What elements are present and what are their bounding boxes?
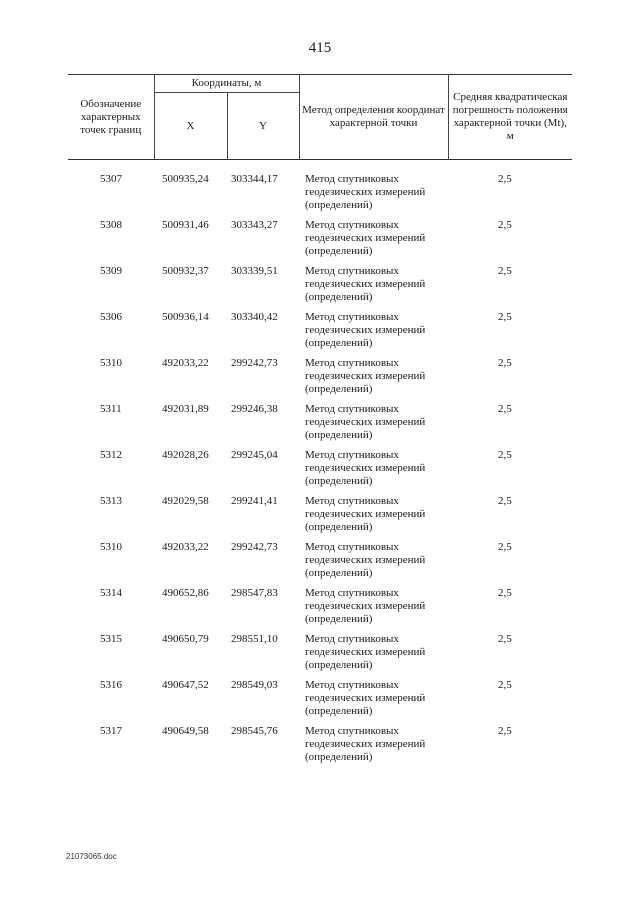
- cell-x: 492029,58: [162, 495, 209, 507]
- cell-method: Метод спутниковых геодезических измерений (определений): [305, 495, 426, 533]
- cell-y: 298549,03: [231, 679, 278, 691]
- cell-point: 5307: [100, 173, 122, 185]
- cell-point: 5306: [100, 311, 122, 323]
- table-row: [68, 357, 572, 403]
- cell-point: 5316: [100, 679, 122, 691]
- cell-x: 500931,46: [162, 219, 209, 231]
- cell-accuracy: 2,5: [498, 587, 512, 599]
- cell-accuracy: 2,5: [498, 495, 512, 507]
- cell-accuracy: 2,5: [498, 541, 512, 553]
- cell-method: Метод спутниковых геодезических измерений (определений): [305, 587, 426, 625]
- cell-method: Метод спутниковых геодезических измерений (определений): [305, 449, 426, 487]
- page-number: 415: [308, 40, 332, 56]
- cell-x: 490649,58: [162, 725, 209, 737]
- cell-method: Метод спутниковых геодезических измерений (определений): [305, 679, 426, 717]
- cell-accuracy: 2,5: [498, 219, 512, 231]
- table-header: [68, 75, 572, 160]
- table-row: [68, 219, 572, 265]
- cell-point: 5310: [100, 357, 122, 369]
- cell-method: Метод спутниковых геодезических измерений (определений): [305, 311, 426, 349]
- cell-y: 298551,10: [231, 633, 278, 645]
- cell-method: Метод спутниковых геодезических измерений (определений): [305, 725, 426, 763]
- cell-accuracy: 2,5: [498, 357, 512, 369]
- cell-x: 500936,14: [162, 311, 209, 323]
- cell-accuracy: 2,5: [498, 449, 512, 461]
- cell-y: 299242,73: [231, 541, 278, 553]
- cell-y: 303344,17: [231, 173, 278, 185]
- cell-method: Метод спутниковых геодезических измерений (определений): [305, 541, 426, 579]
- table-body: [68, 160, 572, 772]
- cell-x: 500935,24: [162, 173, 209, 185]
- table-row: [68, 173, 572, 219]
- header-method: Метод определения координат характерной точки: [299, 75, 448, 160]
- header-point: Обозначение характерных точек границ: [80, 97, 142, 136]
- cell-y: 303343,27: [231, 219, 278, 231]
- cell-x: 490647,52: [162, 679, 209, 691]
- table-row: [68, 633, 572, 679]
- cell-method: Метод спутниковых геодезических измерений (определений): [305, 403, 426, 441]
- cell-x: 492033,22: [162, 357, 209, 369]
- cell-y: 298545,76: [231, 725, 278, 737]
- cell-accuracy: 2,5: [498, 725, 512, 737]
- cell-x: 492031,89: [162, 403, 209, 415]
- table-row: [68, 403, 572, 449]
- cell-y: 299245,04: [231, 449, 278, 461]
- cell-accuracy: 2,5: [498, 633, 512, 645]
- cell-method: Метод спутниковых геодезических измерений (определений): [305, 219, 426, 257]
- cell-point: 5310: [100, 541, 122, 553]
- table-row: [68, 725, 572, 771]
- cell-x: 490650,79: [162, 633, 209, 645]
- cell-accuracy: 2,5: [498, 265, 512, 277]
- cell-x: 492028,26: [162, 449, 209, 461]
- header-y: Y: [227, 93, 299, 160]
- cell-method: Метод спутниковых геодезических измерений (определений): [305, 173, 426, 211]
- cell-accuracy: 2,5: [498, 311, 512, 323]
- table-row: [68, 265, 572, 311]
- cell-y: 303339,51: [231, 265, 278, 277]
- cell-x: 500932,37: [162, 265, 209, 277]
- cell-method: Метод спутниковых геодезических измерений (определений): [305, 633, 426, 671]
- coordinates-table: [68, 74, 572, 771]
- cell-point: 5311: [100, 403, 122, 415]
- cell-point: 5315: [100, 633, 122, 645]
- cell-accuracy: 2,5: [498, 403, 512, 415]
- cell-point: 5308: [100, 219, 122, 231]
- cell-y: 298547,83: [231, 587, 278, 599]
- cell-point: 5313: [100, 495, 122, 507]
- cell-accuracy: 2,5: [498, 173, 512, 185]
- cell-point: 5314: [100, 587, 122, 599]
- table-row: [68, 679, 572, 725]
- table-row: [68, 311, 572, 357]
- header-coordinates: Координаты, м: [154, 75, 299, 93]
- table-row: [68, 587, 572, 633]
- cell-accuracy: 2,5: [498, 679, 512, 691]
- cell-y: 303340,42: [231, 311, 278, 323]
- cell-point: 5317: [100, 725, 122, 737]
- cell-point: 5309: [100, 265, 122, 277]
- document-filename: 21073065.doc: [66, 852, 117, 861]
- cell-point: 5312: [100, 449, 122, 461]
- cell-method: Метод спутниковых геодезических измерений (определений): [305, 265, 426, 303]
- table-row: [68, 449, 572, 495]
- cell-x: 490652,86: [162, 587, 209, 599]
- table-row: [68, 495, 572, 541]
- cell-y: 299246,38: [231, 403, 278, 415]
- cell-x: 492033,22: [162, 541, 209, 553]
- header-accuracy: Средняя квадратическая погрешность положения характерной точки (Mt), м: [448, 75, 572, 160]
- table-row: [68, 541, 572, 587]
- cell-method: Метод спутниковых геодезических измерений (определений): [305, 357, 426, 395]
- cell-y: 299241,41: [231, 495, 278, 507]
- header-x: X: [154, 93, 227, 160]
- cell-y: 299242,73: [231, 357, 278, 369]
